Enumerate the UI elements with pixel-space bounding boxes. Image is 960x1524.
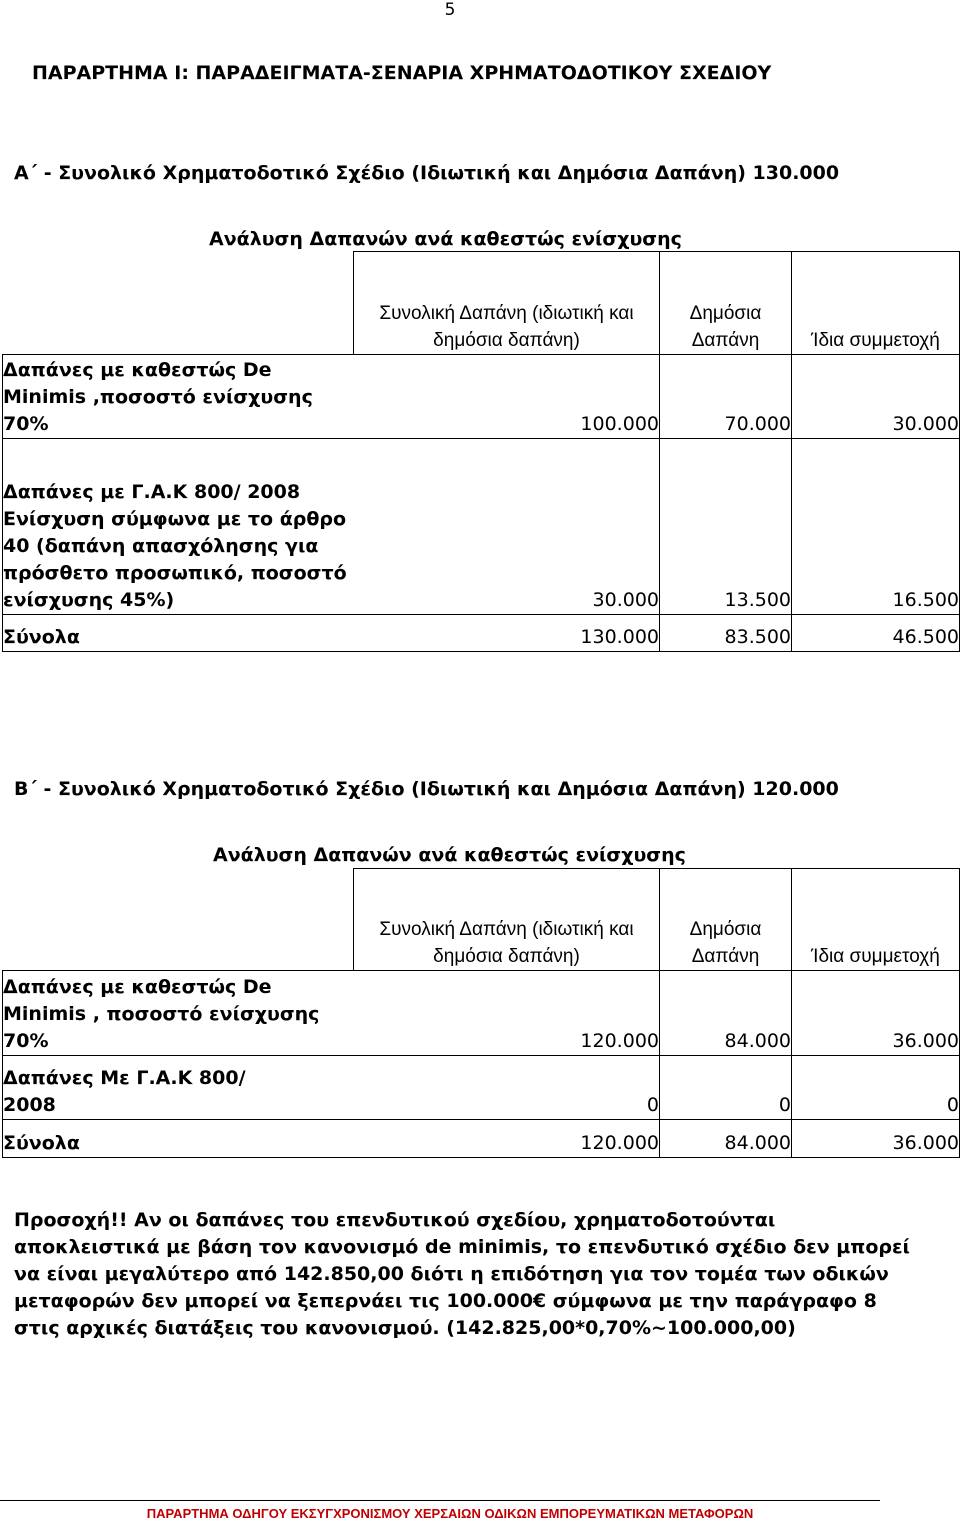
row-label: Δαπάνες με καθεστώς De Minimis , ποσοστό ενίσχυσης 70% [3, 971, 354, 1056]
value-total: 120.000 [354, 971, 660, 1056]
value-total: 130.000 [354, 615, 660, 652]
column-header-own: Ίδια συμμετοχή [792, 869, 960, 971]
value-public: 84.000 [660, 971, 792, 1056]
value-total: 120.000 [354, 1120, 660, 1158]
column-header-public: Δημόσια Δαπάνη [660, 252, 792, 355]
header-empty-cell [3, 252, 354, 355]
column-header-public: Δημόσια Δαπάνη [660, 869, 792, 971]
value-own: 0 [792, 1056, 960, 1120]
row-label: Σύνολα [3, 1120, 354, 1158]
row-label: Δαπάνες με Γ.Α.Κ 800/ 2008 Ενίσχυση σύμφωνα με το άρθρο 40 (δαπάνη απασχόλησης για πρόσθετο προσωπικό, ποσοστό ενίσχυσης 45%) [3, 439, 354, 615]
row-label: Σύνολα [3, 615, 354, 652]
section-a-caption: Ανάλυση Δαπανών ανά καθεστώς ενίσχυσης [209, 228, 682, 250]
table-row [3, 439, 960, 615]
column-header-total: Συνολική Δαπάνη (ιδιωτική και δημόσια δαπάνη) [354, 252, 660, 355]
table-row [3, 1120, 960, 1158]
value-total: 0 [354, 1056, 660, 1120]
value-own: 46.500 [792, 615, 960, 652]
section-b-heading: Β΄ - Συνολικό Χρηματοδοτικό Σχέδιο (Ιδιωτική και Δημόσια Δαπάνη) 120.000 [14, 778, 839, 800]
row-label: Δαπάνες με καθεστώς De Minimis ,ποσοστό ενίσχυσης 70% [3, 355, 354, 439]
notice-paragraph: Προσοχή!! Αν οι δαπάνες του επενδυτικού σχεδίου, χρηματοδοτούνται αποκλειστικά με βάση τον κανονισμό de minimis, το επενδυτικό σχέδιο δεν μπορεί να είναι μεγαλύτερο από 142.850,00 διότι η επιδότηση για τον τομέα των οδικών μεταφορών δεν μπορεί να ξεπερνάει τις 100.000€ σύμφωνα με την παράγραφο 8 στις αρχικές διατάξεις του κανονισμού. (142.825,00*0,70%~100.000,00) [14, 1209, 910, 1339]
value-own: 16.500 [792, 439, 960, 615]
table-row [3, 971, 960, 1056]
column-header-total: Συνολική Δαπάνη (ιδιωτική και δημόσια δαπάνη) [354, 869, 660, 971]
footer-divider [0, 1500, 880, 1501]
section-a-heading: Α΄ - Συνολικό Χρηματοδοτικό Σχέδιο (Ιδιωτική και Δημόσια Δαπάνη) 130.000 [14, 162, 840, 184]
value-public: 83.500 [660, 615, 792, 652]
section-a-table [2, 251, 960, 652]
table-header-row [3, 252, 960, 355]
value-own: 36.000 [792, 971, 960, 1056]
table-row [3, 615, 960, 652]
table-row [3, 355, 960, 439]
column-header-own: Ίδια συμμετοχή [792, 252, 960, 355]
footer-text: ΠΑΡΑΡΤΗΜΑ ΟΔΗΓΟΥ ΕΚΣΥΓΧΡΟΝΙΣΜΟΥ ΧΕΡΣΑΙΩΝ ΟΔΙΚΩΝ ΕΜΠΟΡΕΥΜΑΤΙΚΩΝ ΜΕΤΑΦΟΡΩΝ [146, 1506, 754, 1521]
value-own: 36.000 [792, 1120, 960, 1158]
value-total: 30.000 [354, 439, 660, 615]
section-b-caption: Ανάλυση Δαπανών ανά καθεστώς ενίσχυσης [213, 844, 686, 866]
value-public: 13.500 [660, 439, 792, 615]
value-public: 84.000 [660, 1120, 792, 1158]
appendix-title: ΠΑΡΑΡΤΗΜΑ Ι: ΠΑΡΑΔΕΙΓΜΑΤΑ-ΣΕΝΑΡΙΑ ΧΡΗΜΑΤΟΔΟΤΙΚΟΥ ΣΧΕΔΙΟΥ [32, 62, 772, 84]
section-b-table [2, 868, 960, 1158]
value-total: 100.000 [354, 355, 660, 439]
header-empty-cell [3, 869, 354, 971]
value-public: 0 [660, 1056, 792, 1120]
table-header-row [3, 869, 960, 971]
row-label: Δαπάνες Με Γ.Α.Κ 800/ 2008 [3, 1056, 354, 1120]
value-public: 70.000 [660, 355, 792, 439]
value-own: 30.000 [792, 355, 960, 439]
table-row [3, 1056, 960, 1120]
page-number: 5 [444, 0, 456, 20]
